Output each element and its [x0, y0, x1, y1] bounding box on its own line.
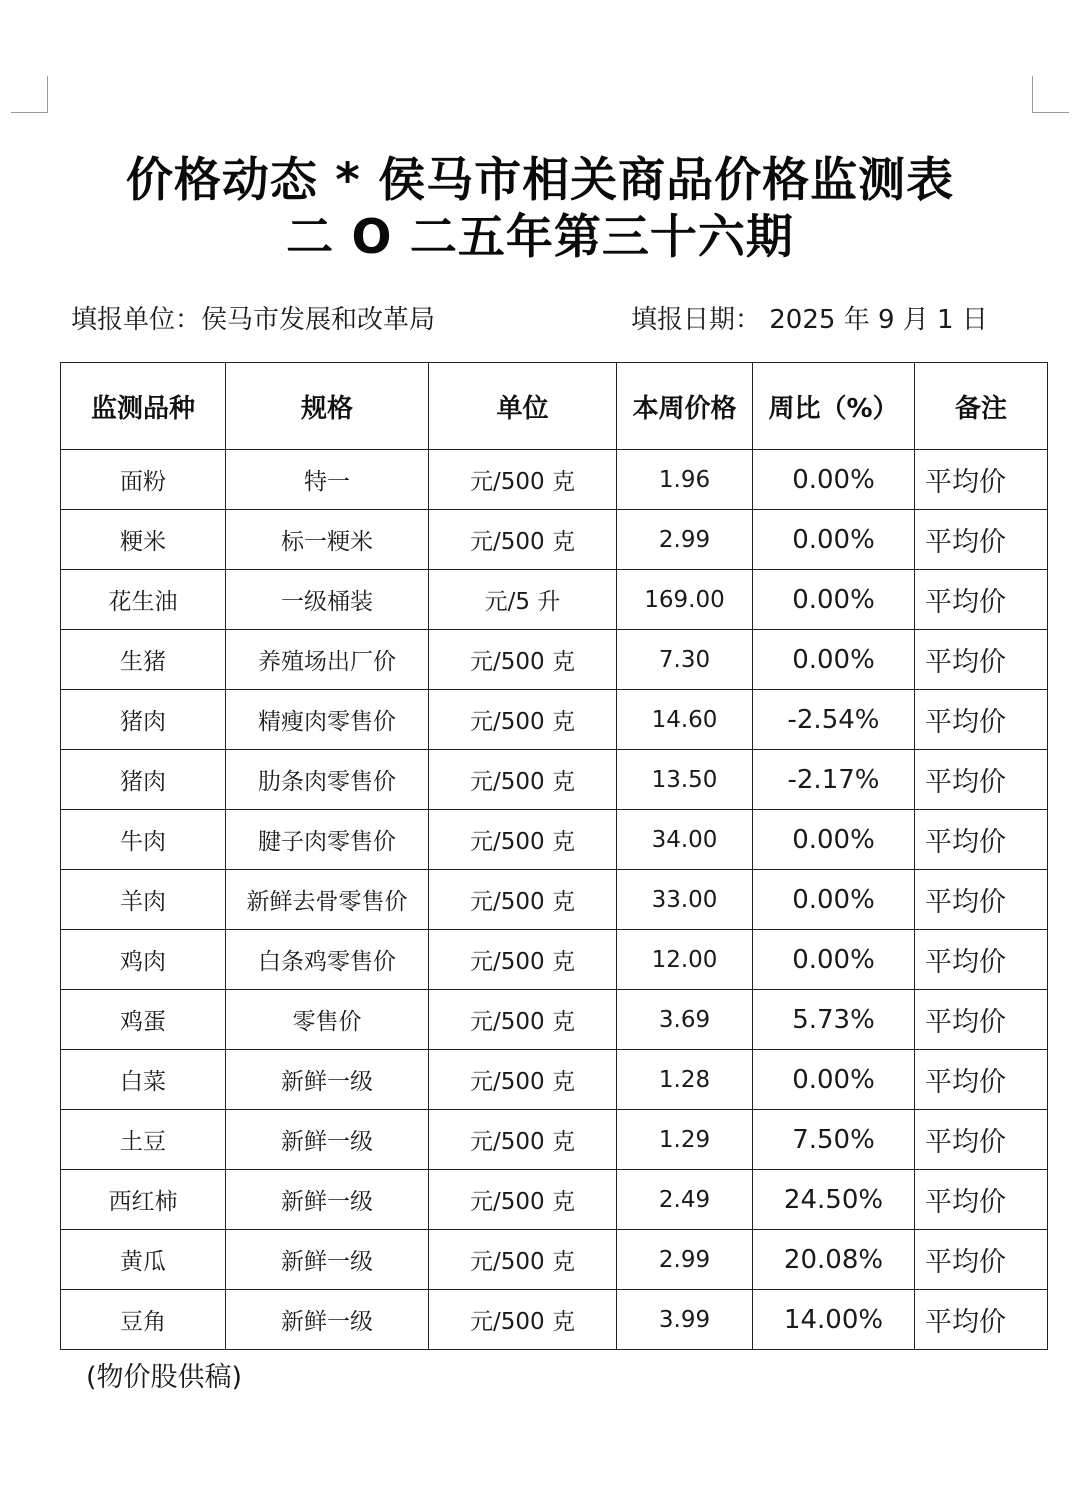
cell-unit: 元/500 克 — [429, 1170, 617, 1230]
cell-remark: 平均价 — [915, 750, 1048, 810]
cell-weekly-change: 0.00% — [753, 510, 915, 570]
table-row — [61, 1050, 1048, 1110]
cell-price: 3.69 — [617, 990, 753, 1050]
table-row — [61, 870, 1048, 930]
cell-remark: 平均价 — [915, 1290, 1048, 1350]
cell-weekly-change: 24.50% — [753, 1170, 915, 1230]
cell-price: 2.49 — [617, 1170, 753, 1230]
cell-weekly-change: 0.00% — [753, 810, 915, 870]
cell-remark: 平均价 — [915, 630, 1048, 690]
cell-spec: 精瘦肉零售价 — [226, 690, 429, 750]
cell-remark: 平均价 — [915, 990, 1048, 1050]
cell-weekly-change: 0.00% — [753, 1050, 915, 1110]
cell-spec: 新鲜一级 — [226, 1230, 429, 1290]
cell-item: 牛肉 — [61, 810, 226, 870]
cell-unit: 元/500 克 — [429, 990, 617, 1050]
cell-remark: 平均价 — [915, 810, 1048, 870]
cell-unit: 元/500 克 — [429, 870, 617, 930]
cell-unit: 元/500 克 — [429, 1230, 617, 1290]
cell-remark: 平均价 — [915, 1230, 1048, 1290]
cell-spec: 新鲜一级 — [226, 1110, 429, 1170]
cell-item: 羊肉 — [61, 870, 226, 930]
table-row — [61, 990, 1048, 1050]
cell-price: 169.00 — [617, 570, 753, 630]
cell-item: 猪肉 — [61, 690, 226, 750]
cell-remark: 平均价 — [915, 1170, 1048, 1230]
cell-weekly-change: 0.00% — [753, 570, 915, 630]
cell-price: 13.50 — [617, 750, 753, 810]
cell-unit: 元/500 克 — [429, 690, 617, 750]
cell-weekly-change: 5.73% — [753, 990, 915, 1050]
cell-spec: 标一粳米 — [226, 510, 429, 570]
cell-price: 2.99 — [617, 1230, 753, 1290]
cell-spec: 白条鸡零售价 — [226, 930, 429, 990]
cell-unit: 元/5 升 — [429, 570, 617, 630]
cell-spec: 肋条肉零售价 — [226, 750, 429, 810]
source-note: (物价股供稿) — [86, 1362, 243, 1393]
table-row — [61, 1170, 1048, 1230]
table-row — [61, 1230, 1048, 1290]
cell-remark: 平均价 — [915, 930, 1048, 990]
table-row — [61, 570, 1048, 630]
cell-spec: 特一 — [226, 450, 429, 510]
cell-item: 豆角 — [61, 1290, 226, 1350]
cell-remark: 平均价 — [915, 690, 1048, 750]
cell-spec: 腱子肉零售价 — [226, 810, 429, 870]
cell-weekly-change: 0.00% — [753, 630, 915, 690]
cell-weekly-change: 20.08% — [753, 1230, 915, 1290]
table-row — [61, 1290, 1048, 1350]
cell-spec: 养殖场出厂价 — [226, 630, 429, 690]
cell-price: 12.00 — [617, 930, 753, 990]
cell-remark: 平均价 — [915, 570, 1048, 630]
cell-item: 鸡肉 — [61, 930, 226, 990]
cell-spec: 零售价 — [226, 990, 429, 1050]
cell-remark: 平均价 — [915, 870, 1048, 930]
cell-item: 白菜 — [61, 1050, 226, 1110]
cell-spec: 新鲜一级 — [226, 1290, 429, 1350]
cell-item: 粳米 — [61, 510, 226, 570]
cell-price: 3.99 — [617, 1290, 753, 1350]
cell-spec: 新鲜去骨零售价 — [226, 870, 429, 930]
table-row — [61, 810, 1048, 870]
cell-price: 33.00 — [617, 870, 753, 930]
cell-weekly-change: 0.00% — [753, 930, 915, 990]
cell-remark: 平均价 — [915, 450, 1048, 510]
price-monitoring-table — [60, 362, 1048, 1350]
cell-item: 花生油 — [61, 570, 226, 630]
document-issue: 二 O 二五年第三十六期 — [286, 210, 794, 265]
cell-unit: 元/500 克 — [429, 1290, 617, 1350]
cell-remark: 平均价 — [915, 1050, 1048, 1110]
table-row — [61, 510, 1048, 570]
table-row — [61, 750, 1048, 810]
cell-unit: 元/500 克 — [429, 510, 617, 570]
cell-item: 土豆 — [61, 1110, 226, 1170]
cell-price: 7.30 — [617, 630, 753, 690]
cell-remark: 平均价 — [915, 510, 1048, 570]
page-corner-mark-top-right — [1032, 76, 1069, 113]
table-header-row — [61, 363, 1048, 450]
cell-spec: 新鲜一级 — [226, 1170, 429, 1230]
cell-price: 2.99 — [617, 510, 753, 570]
cell-item: 西红柿 — [61, 1170, 226, 1230]
cell-price: 1.29 — [617, 1110, 753, 1170]
header-unit: 单位 — [429, 363, 617, 450]
cell-price: 14.60 — [617, 690, 753, 750]
cell-unit: 元/500 克 — [429, 750, 617, 810]
cell-price: 34.00 — [617, 810, 753, 870]
reporting-unit: 填报单位：侯马市发展和改革局 — [71, 305, 436, 335]
header-remark: 备注 — [915, 363, 1048, 450]
cell-price: 1.28 — [617, 1050, 753, 1110]
cell-weekly-change: 0.00% — [753, 450, 915, 510]
table-row — [61, 450, 1048, 510]
cell-unit: 元/500 克 — [429, 810, 617, 870]
table-body — [61, 450, 1048, 1350]
cell-unit: 元/500 克 — [429, 450, 617, 510]
cell-item: 猪肉 — [61, 750, 226, 810]
cell-weekly-change: 7.50% — [753, 1110, 915, 1170]
cell-price: 1.96 — [617, 450, 753, 510]
cell-item: 面粉 — [61, 450, 226, 510]
cell-unit: 元/500 克 — [429, 1110, 617, 1170]
cell-weekly-change: -2.54% — [753, 690, 915, 750]
cell-spec: 新鲜一级 — [226, 1050, 429, 1110]
cell-unit: 元/500 克 — [429, 930, 617, 990]
cell-weekly-change: 0.00% — [753, 870, 915, 930]
cell-item: 鸡蛋 — [61, 990, 226, 1050]
cell-item: 生猪 — [61, 630, 226, 690]
table-row — [61, 630, 1048, 690]
header-item: 监测品种 — [61, 363, 226, 450]
cell-unit: 元/500 克 — [429, 630, 617, 690]
header-weekly-change: 周比（%） — [753, 363, 915, 450]
table-row — [61, 1110, 1048, 1170]
cell-remark: 平均价 — [915, 1110, 1048, 1170]
cell-item: 黄瓜 — [61, 1230, 226, 1290]
reporting-date: 填报日期： 2025 年 9 月 1 日 — [631, 305, 988, 335]
cell-weekly-change: 14.00% — [753, 1290, 915, 1350]
cell-unit: 元/500 克 — [429, 1050, 617, 1110]
table-row — [61, 930, 1048, 990]
table-row — [61, 690, 1048, 750]
cell-weekly-change: -2.17% — [753, 750, 915, 810]
page-corner-mark-top-left — [11, 76, 48, 113]
cell-spec: 一级桶装 — [226, 570, 429, 630]
header-price: 本周价格 — [617, 363, 753, 450]
header-spec: 规格 — [226, 363, 429, 450]
document-title: 价格动态 * 侯马市相关商品价格监测表 — [125, 153, 955, 208]
